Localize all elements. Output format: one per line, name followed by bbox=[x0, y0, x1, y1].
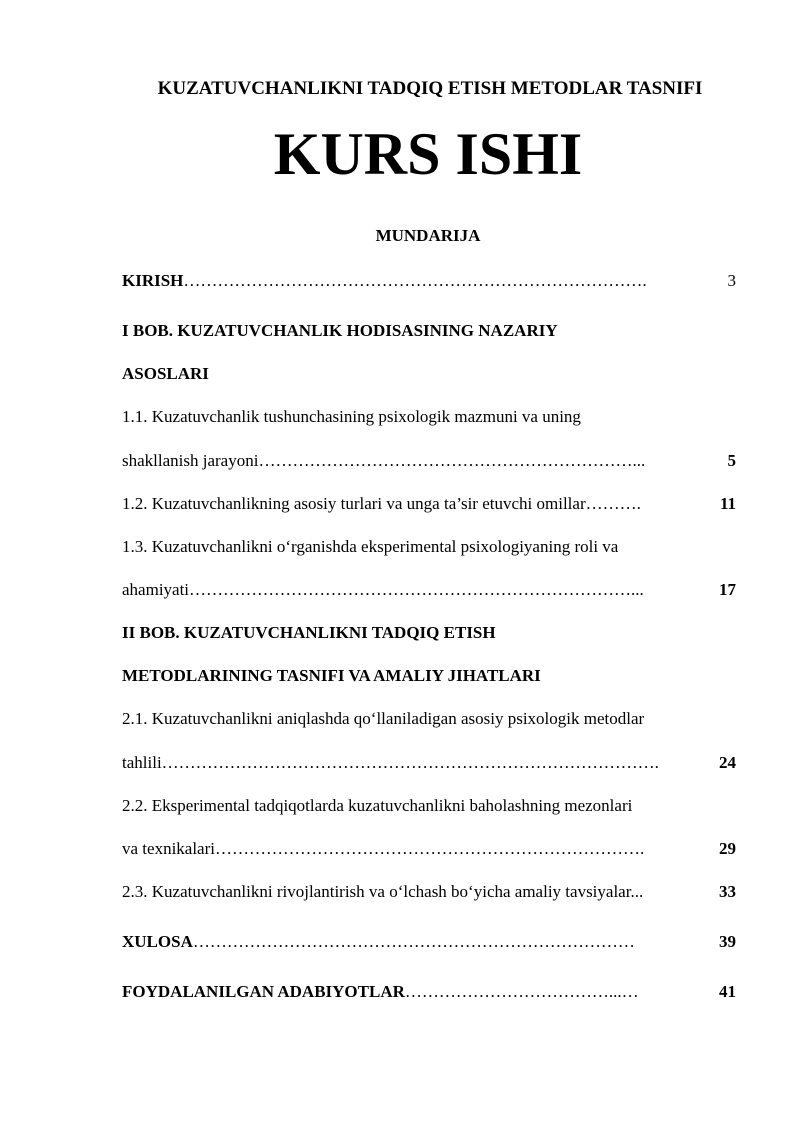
toc-leader-dots: ………………………………...… bbox=[404, 982, 639, 1001]
toc-page-number: 33 bbox=[719, 882, 736, 901]
toc-page-number: 11 bbox=[719, 494, 736, 513]
toc-entry-label: FOYDALANILGAN ADABIYOTLAR bbox=[122, 982, 405, 1001]
toc-page-number: 39 bbox=[719, 932, 736, 951]
toc-leader-dots: ………………………………………………………………………. bbox=[183, 271, 647, 290]
toc-heading: MUNDARIJA bbox=[375, 226, 481, 245]
document-subtitle: KUZATUVCHANLIKNI TADQIQ ETISH METODLAR TASNIFI bbox=[157, 78, 703, 99]
document-title: KURS ISHI bbox=[273, 121, 583, 187]
document-page: KUZATUVCHANLIKNI TADQIQ ETISH METODLAR TASNIFI KURS ISHI MUNDARIJA KIRISH………………………………………………………………………. 3 I BOB. KUZATUVCHANLIK HODISASINING NAZARIY ASOSLARI 1.1. Kuzatuvchanlik tushunchasining psixologik mazmuni va uning shakllanish jarayoni…………………………………………………………... 5 1.2. Kuzatuvchanlikning asosiy turlari va unga ta’sir etuvchi omillar………. 11 1.3. Kuzatuvchanlikni o‘rganishda eksperimental psixologiyaning roli va ahamiyati……………………………………………………………………... 17 II BOB. KUZATUVCHANLIKNI TADQIQ ETISH METODLARINING TASNIFI VA AMALIY JIHATLARI 2.1. Kuzatuvchanlikni aniqlashda qo‘llaniladigan asosiy psixologik metodlar tahlili……………………………………………………………………………. 24 2.2. Eksperimental tadqiqotlarda kuzatuvchanlikni baholashning mezonlari va texnikalari…………………………………………………………………. 29 2.3. Kuzatuvchanlikni rivojlantirish va o‘lchash bo‘yicha amaliy tavsiyalar... 33 XULOSA…………………………………………………………………… 39 FOYDALANILGAN ADABIYOTLAR………………………………...… 41 bbox=[0, 0, 800, 1131]
toc-page-number: 5 bbox=[727, 451, 736, 470]
toc-page-number: 41 bbox=[719, 982, 736, 1001]
toc-page-number: 17 bbox=[719, 580, 736, 599]
toc-page-number: 24 bbox=[719, 753, 736, 772]
toc-leader-dots: …………………………………………………………………… bbox=[192, 932, 635, 951]
toc-page-number: 29 bbox=[719, 839, 736, 858]
toc-entry-label: XULOSA bbox=[122, 932, 193, 951]
toc-page-number: 3 bbox=[727, 271, 736, 290]
toc-entry-label: KIRISH bbox=[122, 271, 184, 290]
